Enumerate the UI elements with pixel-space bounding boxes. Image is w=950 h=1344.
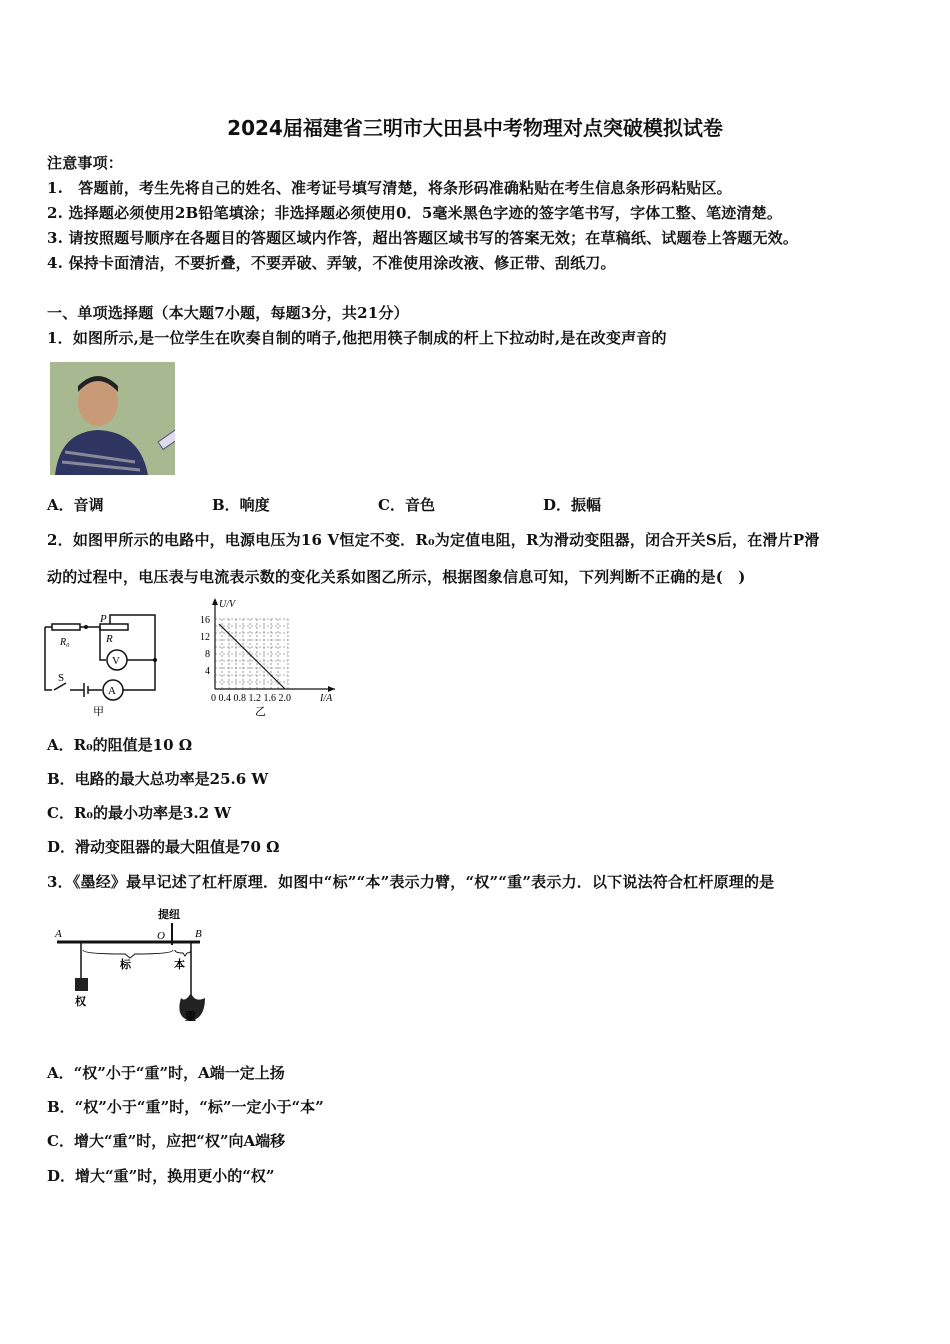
fig-jia-caption: 甲 <box>93 706 104 718</box>
y-axis-label: U/V <box>219 599 236 610</box>
y-tick: 8 <box>205 649 210 660</box>
o-label: O <box>157 930 165 942</box>
note-item: 1. 答题前，考生先将自己的姓名、准考证号填写清楚，将条形码准确粘贴在考生信息条形码粘贴区。 <box>47 179 732 197</box>
a-label: A <box>55 928 62 940</box>
note-item: 2. 选择题必须使用2B铅笔填涂；非选择题必须使用0．5毫米黑色字迹的签字笔书写，字体工整、笔迹清楚。 <box>47 204 783 222</box>
r-label: R <box>106 633 113 645</box>
q2-option-a[interactable]: A．R₀的阻值是10 Ω <box>47 736 193 754</box>
note-item: 4. 保持卡面清洁，不要折叠，不要弄破、弄皱，不准使用涂改液、修正带、刮纸刀。 <box>47 254 616 272</box>
x-ticks: 0 0.4 0.8 1.2 1.6 2.0 <box>211 693 291 704</box>
ben-label: 本 <box>174 959 185 971</box>
y-tick: 16 <box>200 615 210 626</box>
fig-yi-caption: 乙 <box>255 706 266 718</box>
voltmeter-label: V <box>112 655 120 667</box>
q1-option-b[interactable]: B．响度 <box>212 496 270 514</box>
student-whistle-photo <box>50 362 175 475</box>
r0-label: R₀ <box>60 637 70 648</box>
q2-option-b[interactable]: B．电路的最大总功率是25.6 W <box>47 770 269 788</box>
switch-label: S <box>58 672 65 684</box>
q3-option-a[interactable]: A．“权”小于“重”时，A端一定上扬 <box>47 1064 285 1082</box>
y-tick: 4 <box>205 666 210 677</box>
lever-diagram <box>45 903 225 1028</box>
note-item: 3. 请按照题号顺序在各题目的答题区域内作答，超出答题区域书写的答案无效；在草稿纸、试题卷上答题无效。 <box>47 229 799 247</box>
q3-option-b[interactable]: B．“权”小于“重”时，“标”一定小于“本” <box>47 1098 324 1116</box>
q1-option-c[interactable]: C．音色 <box>378 496 435 514</box>
q2-stem-line2: 动的过程中，电压表与电流表示数的变化关系如图乙所示，根据图象信息可知，下列判断不正确的是( ) <box>47 568 746 586</box>
q1-option-a[interactable]: A．音调 <box>47 496 104 514</box>
notes-heading: 注意事项： <box>47 154 124 172</box>
page-title: 2024届福建省三明市大田县中考物理对点突破模拟试卷 <box>227 116 723 140</box>
q3-option-d[interactable]: D．增大“重”时，换用更小的“权” <box>47 1167 275 1185</box>
circuit-diagram-jia <box>40 595 170 720</box>
tiniu-label: 提纽 <box>158 909 180 921</box>
graph-yi <box>195 595 345 720</box>
q2-option-c[interactable]: C．R₀的最小功率是3.2 W <box>47 804 232 822</box>
q3-stem: 3．《墨经》最早记述了杠杆原理．如图中“标”“本”表示力臂，“权”“重”表示力．以下说法符合杠杆原理的是 <box>47 873 775 891</box>
biao-label: 标 <box>120 959 131 971</box>
p-label: P <box>100 613 107 625</box>
q2-stem-line1: 2．如图甲所示的电路中，电源电压为16 V恒定不变．R₀为定值电阻，R为滑动变阻器，闭合开关S后，在滑片P滑 <box>47 531 820 549</box>
section-heading: 一、单项选择题（本大题7小题，每题3分，共21分） <box>47 304 409 322</box>
quan-label: 权 <box>75 996 86 1008</box>
x-axis-label: I/A <box>320 693 333 704</box>
q1-option-d[interactable]: D．振幅 <box>543 496 602 514</box>
q2-option-d[interactable]: D．滑动变阻器的最大阻值是70 Ω <box>47 838 280 856</box>
q3-option-c[interactable]: C．增大“重”时，应把“权”向A端移 <box>47 1132 286 1150</box>
zhong-label: 重 <box>185 1011 196 1023</box>
ammeter-label: A <box>108 685 116 697</box>
b-label: B <box>195 928 202 940</box>
y-tick: 12 <box>200 632 210 643</box>
q1-stem: 1．如图所示,是一位学生在吹奏自制的哨子,他把用筷子制成的杆上下拉动时,是在改变声音的 <box>47 329 667 347</box>
